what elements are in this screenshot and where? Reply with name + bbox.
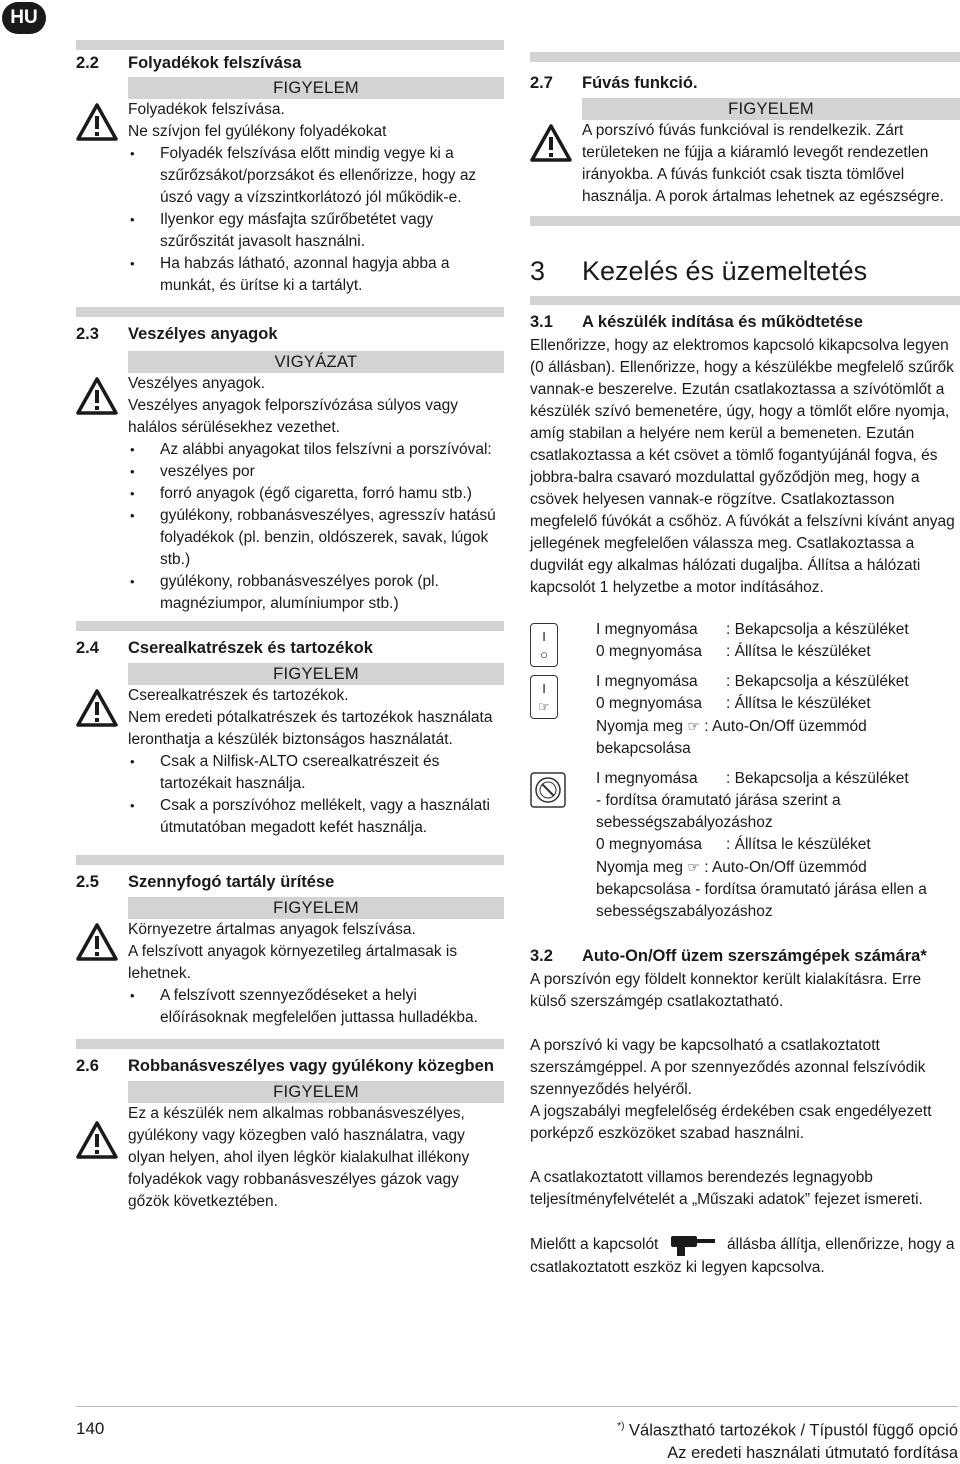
- warning-block: [76, 373, 504, 615]
- on-off-switch-icon: I ○: [530, 623, 558, 667]
- section-heading: [530, 945, 960, 967]
- section-title: Cserealkatrészek és tartozékok: [128, 639, 373, 657]
- warning-triangle-icon: [76, 1121, 118, 1159]
- section-2-4: [76, 637, 504, 839]
- list-item: • gyúlékony, robbanásveszélyes, agresszív hatású folyadékok (pl. benzin, oldószerek, savak, lúgok stb.): [128, 505, 504, 571]
- section-title: Auto-On/Off üzem szerszámgépek számára*: [582, 947, 927, 965]
- control-line: I megnyomása : Bekapcsolja a készüléket: [596, 621, 909, 638]
- switch-mode-1: [530, 619, 960, 663]
- section-divider: [76, 621, 504, 631]
- warning-text: Folyadékok felszívása.: [128, 101, 285, 118]
- warning-label: FIGYELEM: [128, 897, 504, 919]
- warning-label: FIGYELEM: [128, 1081, 504, 1103]
- section-heading: [530, 311, 960, 333]
- section-divider: [76, 1039, 504, 1049]
- warning-text: Veszélyes anyagok felporszívózása súlyos vagy halálos sérülésekhez vezethet.: [128, 397, 458, 436]
- warning-text: Környezetre ártalmas anyagok felszívása.: [128, 921, 416, 938]
- section-title: Folyadékok felszívása: [128, 54, 302, 72]
- warning-block: [530, 120, 960, 208]
- plug-symbol-icon: ☞: [687, 718, 700, 734]
- chapter-title: [530, 254, 960, 288]
- section-2-6: [76, 1055, 504, 1213]
- control-line: I megnyomása : Bekapcsolja a készüléket: [596, 770, 909, 787]
- list-item: • forró anyagok (égő cigaretta, forró hamu stb.): [128, 483, 504, 505]
- bullet-list: [128, 751, 504, 839]
- section-title: Veszélyes anyagok: [128, 325, 278, 343]
- warning-label: FIGYELEM: [582, 98, 960, 120]
- section-number: 2.2: [76, 54, 99, 72]
- control-line: 0 megnyomása : Állítsa le készüléket: [596, 643, 871, 660]
- list-item: • gyúlékony, robbanásveszélyes porok (pl. magnéziumpor, alumíniumpor stb.): [128, 571, 504, 615]
- control-line: I megnyomása : Bekapcsolja a készüléket: [596, 673, 909, 690]
- section-title: Fúvás funkció.: [582, 74, 698, 92]
- warning-label: FIGYELEM: [128, 663, 504, 685]
- bullet-list: [128, 985, 504, 1029]
- section-2-5: [76, 871, 504, 1029]
- list-item: • Csak a Nilfisk-ALTO cserealkatrészeit és tartozékait használja.: [128, 751, 504, 795]
- section-number: 2.5: [76, 873, 99, 891]
- section-number: 2.3: [76, 325, 99, 343]
- switch-mode-3: [530, 768, 960, 923]
- section-number: 2.4: [76, 639, 99, 657]
- section-number: 2.7: [530, 74, 553, 92]
- section-divider: [530, 296, 960, 305]
- list-item: • Folyadék felszívása előtt mindig vegye ki a szűrőzsákot/porzsákot és ellenőrizze, hogy az úszó vagy a vízszintkorlátozó jól működik-e.: [128, 143, 504, 209]
- section-title: A készülék indítása és működtetése: [582, 313, 863, 331]
- paragraph: Mielőtt a kapcsolót állásba állítja, ellenőrizze, hogy a csatlakoztatott eszköz ki legyen kapcsolva.: [530, 1233, 960, 1279]
- section-2-7: [530, 72, 960, 208]
- list-item: • Ilyenkor egy másfajta szűrőbetétet vagy szűrőszitát javasolt használni.: [128, 209, 504, 253]
- power-tool-icon: [667, 1233, 719, 1257]
- warning-text: Ne szívjon fel gyúlékony folyadékokat: [128, 123, 387, 140]
- section-2-3: [76, 323, 504, 615]
- paragraph: A porszívón egy földelt konnektor került kialakításra. Erre külső szerszámgép csatlakoztatható.: [530, 971, 922, 1010]
- section-3-2: [530, 945, 960, 1279]
- section-heading: [76, 637, 504, 659]
- warning-text: Cserealkatrészek és tartozékok.: [128, 687, 349, 704]
- chapter-title-text: Kezelés és üzemeltetés: [582, 256, 868, 286]
- language-badge: HU: [2, 2, 46, 34]
- warning-block: [76, 919, 504, 1029]
- paragraph: Ellenőrizze, hogy az elektromos kapcsoló kikapcsolva legyen (0 állásban). Ellenőrizze, hogy a készülékbe megfelelő szűrők vannak-e beszerelve. Ezután csatlakoztassa a szívótömlőt a készülék szívó bemenetére, úgy, hogy a tömlőt előre nyomja, amíg stabilan a helyére nem kerül a bemeneten. Ezután csatlakoztassa a két csövet a tömlő fogantyújánál fogva, és jobbra-balra csavaró mozdulattal győződjön meg, hogy a csövek helyesen vannak-e rögzítve. Csatlakoztasson megfelelő fúvókát a csőhöz. A fúvókát a felszívni kívánt anyag jellegének megfelelően válassza meg. Csatlakoztassa a dugvilát egy alkalmas hálózati dugaljba. Állítsa a hálózati kapcsolót 1 helyzetbe a motor indításához.: [530, 337, 955, 596]
- section-number: 3.2: [530, 947, 553, 965]
- switch-mode-2: [530, 671, 960, 760]
- control-line: - fordítsa óramutató járása szerint a sebességszabályozáshoz: [596, 792, 841, 831]
- section-heading: [76, 871, 504, 893]
- list-item: • veszélyes por: [128, 461, 504, 483]
- section-title: Szennyfogó tartály ürítése: [128, 873, 335, 891]
- section-divider: [530, 216, 960, 226]
- section-divider: [76, 855, 504, 865]
- warning-block: [76, 1103, 504, 1213]
- paragraph: A porszívó ki vagy be kapcsolható a csatlakoztatott szerszámgéppel. A por szennyeződés azonnal felszívódik szennyeződés helyéről.: [530, 1037, 926, 1098]
- left-column: [76, 40, 504, 1213]
- section-heading: [76, 323, 504, 345]
- section-divider: [530, 52, 960, 62]
- warning-triangle-icon: [76, 103, 118, 141]
- control-line: Nyomja meg ☞ : Auto-On/Off üzemmód bekapcsolása: [596, 718, 867, 757]
- rotary-dial-icon: [530, 772, 566, 808]
- control-line: Nyomja meg ☞ : Auto-On/Off üzemmód bekapcsolása - fordítsa óramutató járása ellen a sebességszabályozáshoz: [596, 859, 927, 920]
- section-number: 3.1: [530, 313, 553, 331]
- list-item: • Az alábbi anyagokat tilos felszívni a porszívóval:: [128, 439, 504, 461]
- warning-text: Veszélyes anyagok.: [128, 375, 266, 392]
- warning-text: A felszívott anyagok környezetileg ártalmasak is lehetnek.: [128, 943, 458, 982]
- section-divider: [76, 40, 504, 50]
- caution-label: VIGYÁZAT: [128, 351, 504, 373]
- warning-text: A porszívó fúvás funkcióval is rendelkezik. Zárt területeken ne fújja a kiáramló levegőt rendezetlen irányokba. A fúvás funkciót csak tiszta tömlővel használja. A porok ártalmas lehetnek az egészségre.: [582, 122, 944, 205]
- paragraph: A csatlakoztatott villamos berendezés legnagyobb teljesítményfelvételét a „Műszaki adatok” fejezet ismereti.: [530, 1169, 923, 1208]
- warning-triangle-icon: [76, 923, 118, 961]
- section-2-2: [76, 52, 504, 297]
- control-line: 0 megnyomása : Állítsa le készüléket: [596, 836, 871, 853]
- warning-text: Nem eredeti pótalkatrészek és tartozékok használata leronthatja a készülék biztonságos használatát.: [128, 709, 493, 748]
- chapter-number: 3: [530, 256, 546, 286]
- list-item: • Csak a porszívóhoz mellékelt, vagy a használati útmutatóban megadott kefét használja.: [128, 795, 504, 839]
- warning-triangle-icon: [530, 124, 572, 162]
- section-3-1: [530, 311, 960, 923]
- warning-triangle-icon: [76, 377, 118, 415]
- section-heading: [76, 52, 504, 74]
- list-item: • Ha habzás látható, azonnal hagyja abba a munkát, és ürítse ki a tartályt.: [128, 253, 504, 297]
- warning-text: Ez a készülék nem alkalmas robbanásveszélyes, gyúlékony vagy közegben való használatra, vagy olyan helyen, ahol ilyen légkör kialakulhat illékony folyadékok vagy robbanásveszélyes gázok vagy gőzök következtében.: [128, 1105, 470, 1210]
- warning-block: [76, 685, 504, 839]
- paragraph: A jogszabályi megfelelőség érdekében csak engedélyezett porképző eszközöket szabad használni.: [530, 1103, 932, 1142]
- plug-symbol-icon: ☞: [687, 859, 700, 875]
- footer-rule: [76, 1406, 958, 1407]
- right-column: [530, 40, 960, 1279]
- footer-note: *) Választható tartozékok / Típustól függő opció Az eredeti használati útmutató fordítása: [617, 1421, 958, 1462]
- warning-triangle-icon: [76, 689, 118, 727]
- section-title: Robbanásveszélyes vagy gyúlékony közegben: [128, 1057, 494, 1075]
- section-divider: [76, 307, 504, 317]
- page-number: 140: [76, 1419, 105, 1438]
- section-number: 2.6: [76, 1057, 99, 1075]
- section-heading: [76, 1055, 504, 1077]
- warning-block: [76, 99, 504, 297]
- control-line: 0 megnyomása : Állítsa le készüléket: [596, 695, 871, 712]
- bullet-list: [128, 143, 504, 297]
- bullet-list: [128, 439, 504, 615]
- section-heading: [530, 72, 960, 94]
- warning-label: FIGYELEM: [128, 77, 504, 99]
- auto-on-off-switch-icon: I ☞: [530, 675, 558, 719]
- list-item: • A felszívott szennyeződéseket a helyi előírásoknak megfelelően juttassa hulladékba.: [128, 985, 504, 1029]
